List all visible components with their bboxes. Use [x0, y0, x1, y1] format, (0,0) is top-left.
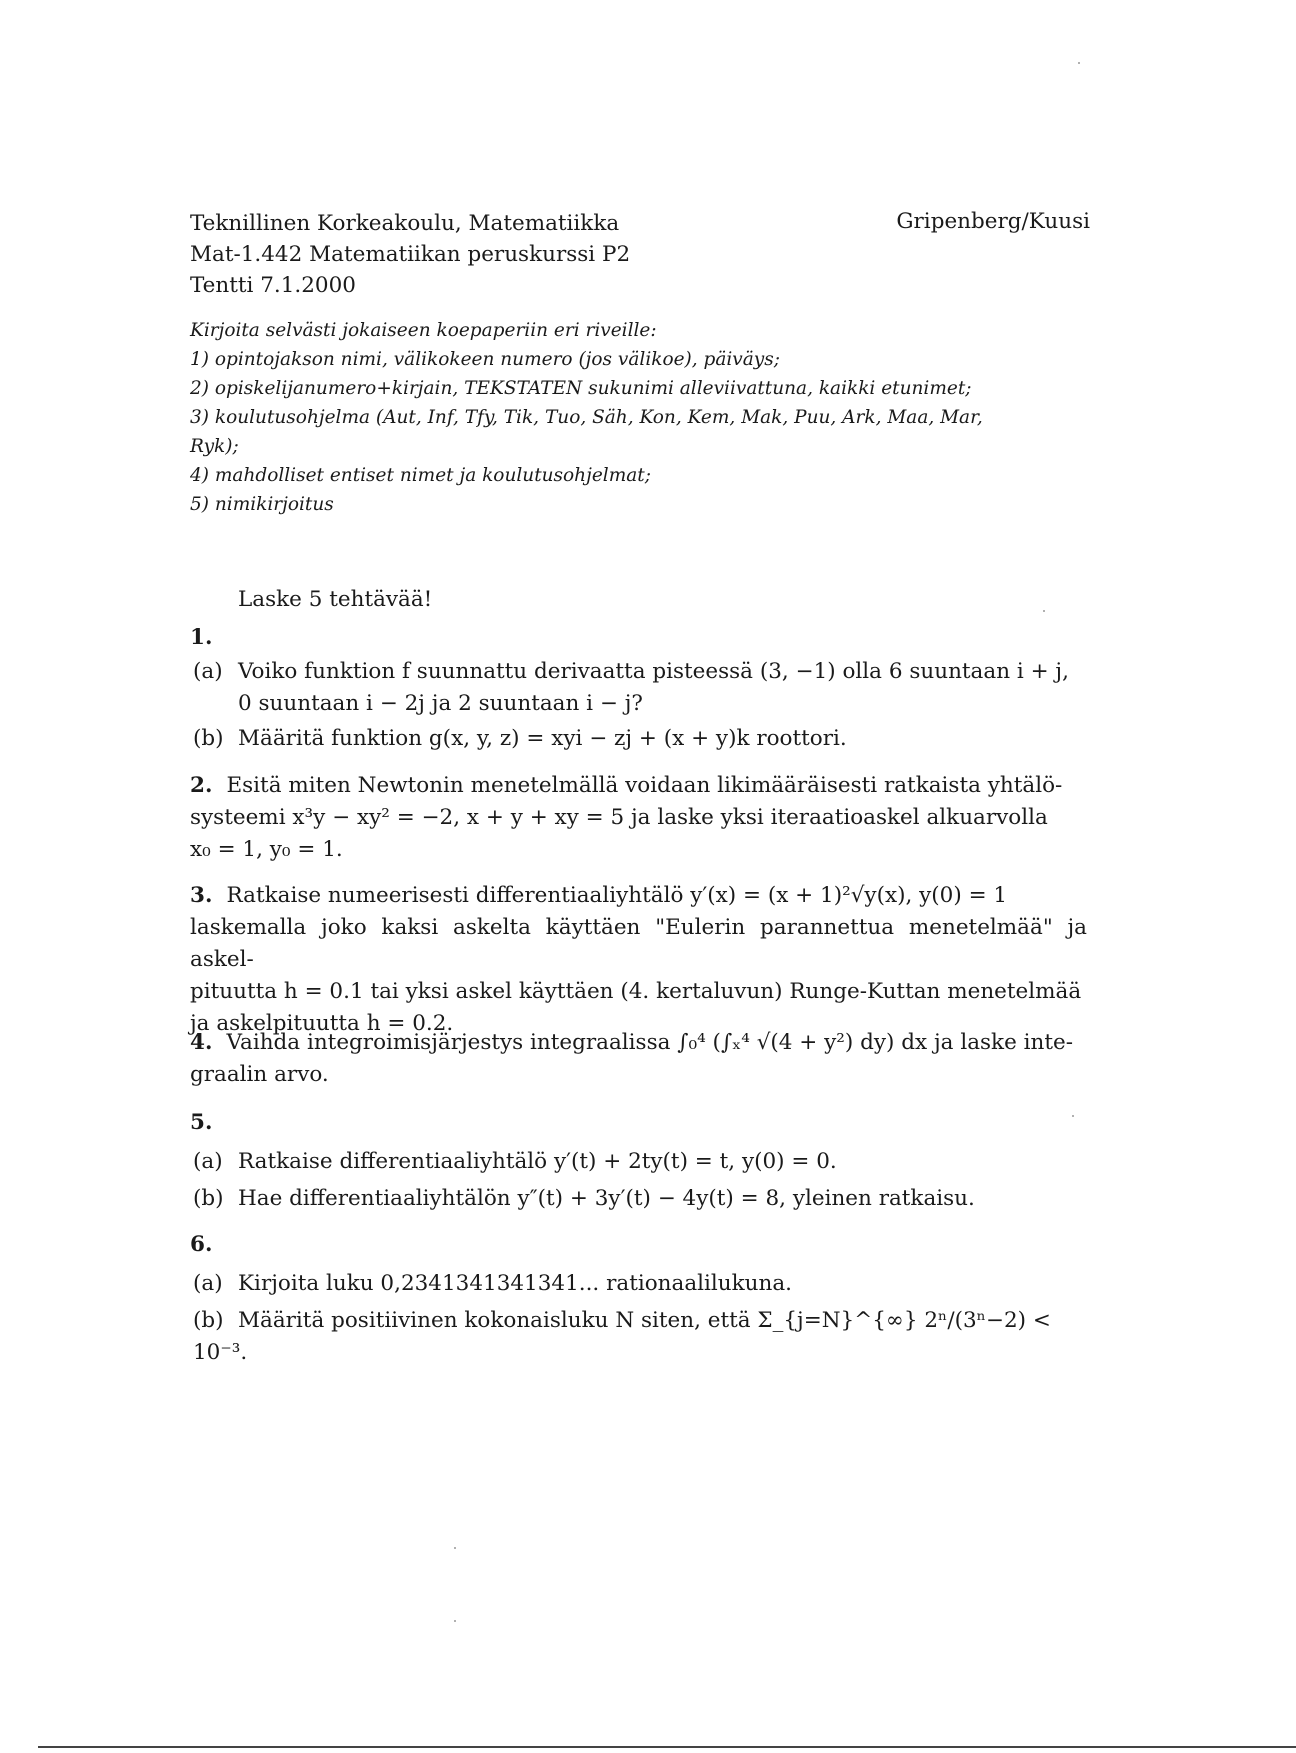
header-line-exam-date: Tentti 7.1.2000 [190, 273, 356, 298]
question-2-number: 2. [190, 773, 213, 798]
question-5b-label: (b) [193, 1186, 224, 1211]
question-5b [193, 1183, 1093, 1215]
question-6a-text: Kirjoita luku 0,2341341341341... rationaalilukuna. [238, 1271, 792, 1296]
question-3-line2: laskemalla joko kaksi askelta käyttäen "Eulerin parannettua menetelmää" ja askel- [190, 915, 1087, 972]
question-1a-line1: Voiko funktion f suunnattu derivaatta pisteessä (3, −1) olla 6 suuntaan i + j, [238, 659, 1069, 684]
question-6b [193, 1305, 1093, 1369]
scan-speck [454, 1620, 456, 1622]
question-3 [190, 880, 1087, 1040]
header-line-university: Teknillinen Korkeakoulu, Matematiikka [190, 211, 620, 236]
question-5-number: 5. [190, 1110, 213, 1135]
question-4 [190, 1027, 1087, 1091]
question-3-number: 3. [190, 883, 213, 908]
question-6b-text: Määritä positiivinen kokonaisluku N siten, että Σ_{j=N}^{∞} 2ⁿ/(3ⁿ−2) < 10⁻³. [193, 1308, 1051, 1365]
question-6b-label: (b) [193, 1308, 224, 1333]
question-4-number: 4. [190, 1030, 213, 1055]
instructions-item-5: 5) nimikirjoitus [190, 494, 334, 515]
question-2-line1: Esitä miten Newtonin menetelmällä voidaan likimääräisesti ratkaista yhtälö- [226, 773, 1063, 798]
question-1b-text: Määritä funktion g(x, y, z) = xyi − zj + (x + y)k roottori. [238, 726, 847, 751]
question-2 [190, 770, 1087, 866]
exam-instruction: Laske 5 tehtävää! [238, 587, 433, 612]
instructions-item-4: 4) mahdolliset entiset nimet ja koulutusohjelmat; [190, 465, 651, 486]
instructions-item-1: 1) opintojakson nimi, välikokeen numero (jos välikoe), päiväys; [190, 349, 780, 370]
question-4-line2: graalin arvo. [190, 1062, 329, 1087]
question-1a-line2: 0 suuntaan i − 2j ja 2 suuntaan i − j? [238, 691, 643, 716]
question-2-line3: x₀ = 1, y₀ = 1. [190, 837, 343, 862]
page-edge-line [38, 1746, 1296, 1748]
question-1b [193, 723, 1093, 755]
scan-speck [454, 1547, 456, 1549]
question-3-line1: Ratkaise numeerisesti differentiaaliyhtälö y′(x) = (x + 1)²√y(x), y(0) = 1 [226, 883, 1008, 908]
question-6a-label: (a) [193, 1271, 223, 1296]
question-1-number: 1. [190, 625, 213, 650]
question-1a-label: (a) [193, 659, 223, 684]
question-5a-label: (a) [193, 1149, 223, 1174]
instructions-item-3: 3) koulutusohjelma (Aut, Inf, Tfy, Tik, Tuo, Säh, Kon, Kem, Mak, Puu, Ark, Maa, Mar, [190, 407, 983, 428]
header-line-course: Mat-1.442 Matematiikan peruskurssi P2 [190, 242, 631, 267]
instructions-intro: Kirjoita selvästi jokaiseen koepaperiin eri riveille: [190, 320, 657, 341]
question-3-line3: pituutta h = 0.1 tai yksi askel käyttäen (4. kertaluvun) Runge-Kuttan menetelmää [190, 979, 1082, 1004]
question-5a [193, 1146, 1093, 1178]
scan-speck [1043, 610, 1045, 612]
question-6-number: 6. [190, 1232, 213, 1257]
question-6a [193, 1268, 1093, 1300]
instructions-item-2: 2) opiskelijanumero+kirjain, TEKSTATEN sukunimi alleviivattuna, kaikki etunimet; [190, 378, 972, 399]
scan-speck [1072, 1115, 1074, 1117]
instructions-item-3-cont: Ryk); [190, 436, 239, 457]
question-2-line2: systeemi x³y − xy² = −2, x + y + xy = 5 ja laske yksi iteraatioaskel alkuarvolla [190, 805, 1048, 830]
question-4-line1: Vaihda integroimisjärjestys integraalissa ∫₀⁴ (∫ₓ⁴ √(4 + y²) dy) dx ja laske inte- [226, 1030, 1073, 1055]
question-5b-text: Hae differentiaaliyhtälön y″(t) + 3y′(t) − 4y(t) = 8, yleinen ratkaisu. [238, 1186, 975, 1211]
instructions-block [190, 316, 1090, 519]
header-authors: Gripenberg/Kuusi [896, 209, 1090, 234]
question-1b-label: (b) [193, 726, 224, 751]
question-3-line4: ja askelpituutta h = 0.2. [190, 1011, 454, 1036]
header-institution [190, 208, 630, 301]
scan-speck [1078, 62, 1080, 64]
question-5a-text: Ratkaise differentiaaliyhtälö y′(t) + 2ty(t) = t, y(0) = 0. [238, 1149, 837, 1174]
question-1a [193, 656, 1093, 720]
